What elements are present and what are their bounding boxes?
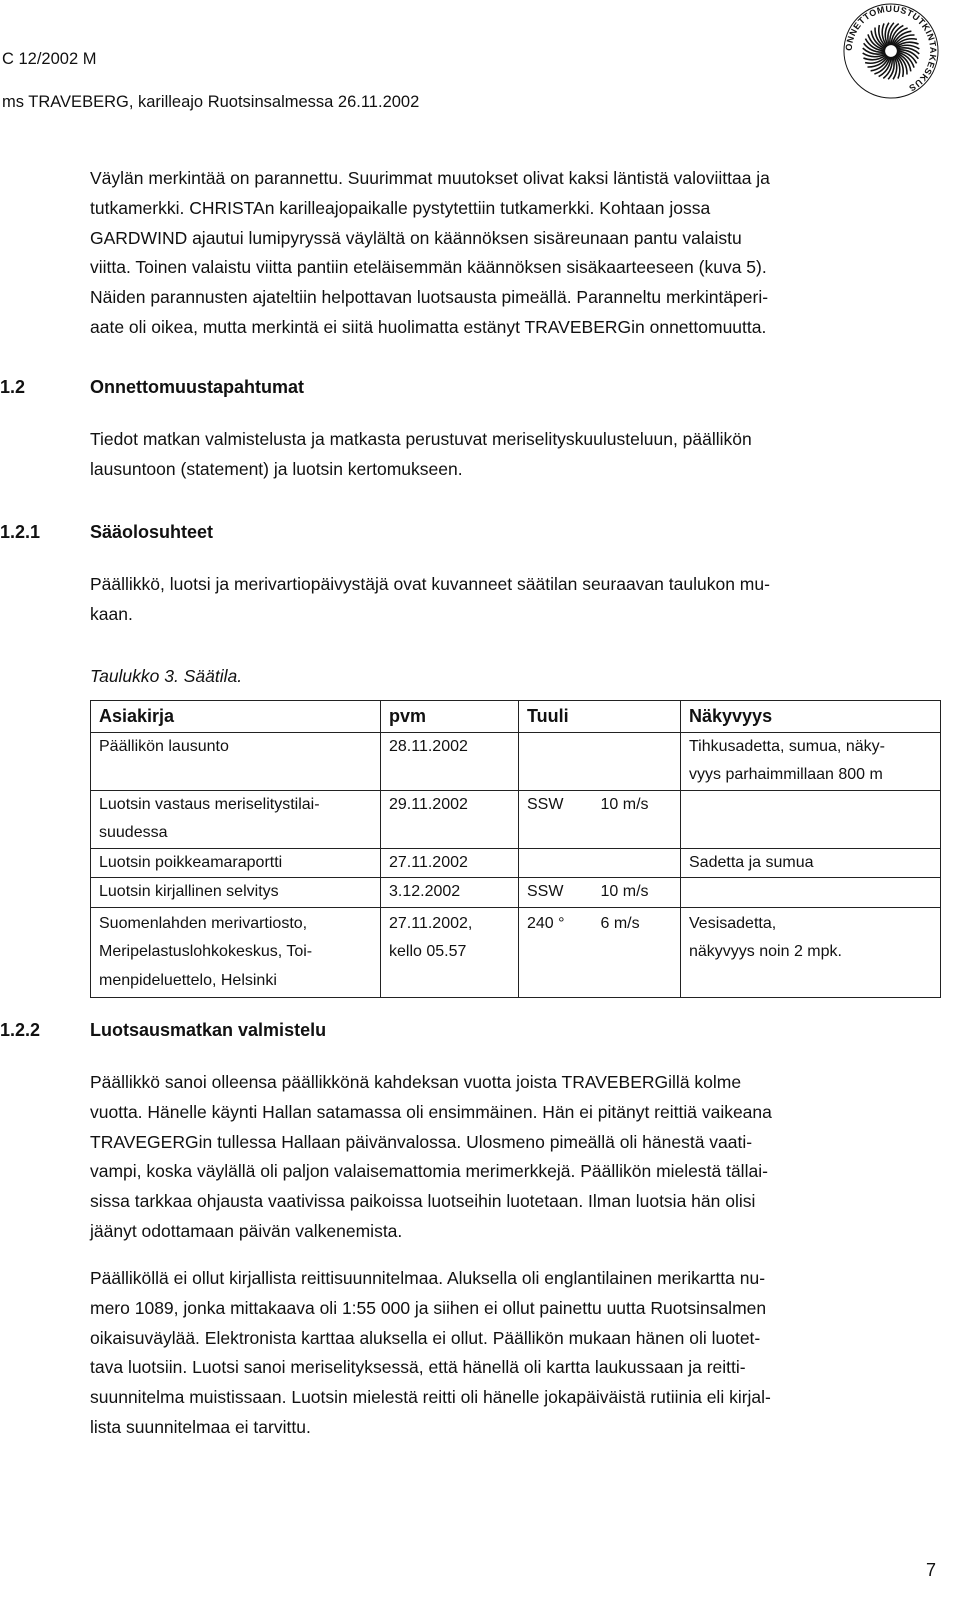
section-1-2-2-paragraph-2 [90, 1264, 936, 1443]
text-line: Päälliköllä ei ollut kirjallista reittisuunnitelmaa. Aluksella oli englantilainen merikartta nu- [90, 1268, 766, 1288]
text-line: vuotta. Hänelle käynti Hallan satamassa oli ensimmäinen. Hän ei pitänyt reittiä vaikeana [90, 1101, 772, 1122]
column-header: Asiakirja [91, 701, 381, 733]
cell-visibility: Vesisadetta, näkyvyys noin 2 mpk. [681, 907, 941, 998]
text-line: Päällikkö sanoi olleensa päällikkönä kahdeksan vuotta joista TRAVEBERGillä kolme [90, 1072, 742, 1092]
section-number: 1.2 [0, 377, 26, 397]
text-line: jäänyt odottamaan päivän valkenemista. [90, 1220, 403, 1241]
cell-document: Luotsin kirjallinen selvitys [91, 878, 381, 908]
page-number: 7 [926, 1560, 937, 1580]
text-line: kaan. [90, 603, 133, 624]
svg-text:ONNETTOMUUSTUTKINTAKESKUS: ONNETTOMUUSTUTKINTAKESKUS [843, 3, 939, 94]
cell-wind-speed: 10 m/s [593, 790, 681, 848]
text-line: Päällikkö, luotsi ja merivartiopäivystäjä ovat kuvanneet säätilan seuraavan taulukon mu- [90, 574, 770, 594]
cell-wind-direction: 240 ° [519, 907, 593, 998]
text-line: sissa tarkkaa ohjausta vaativissa paikoissa luotseihin luotetaan. Ilman luotsia hän olisi [90, 1191, 756, 1212]
text-line: Väylän merkintää on parannettu. Suurimmat muutokset olivat kaksi läntistä valoviittaa ja [90, 168, 770, 188]
section-1-2-2-heading [0, 1020, 327, 1041]
cell-date: 27.11.2002 [381, 848, 519, 878]
text-line: suunnitelma muistissaan. Luotsin mielestä reitti oli hänelle jokapäiväistä rutiinia eli kirjal- [90, 1387, 771, 1408]
cell-date: 28.11.2002 [381, 732, 519, 790]
table-row [91, 790, 941, 848]
section-title: Sääolosuhteet [90, 522, 214, 542]
cell-visibility [681, 790, 941, 848]
text-line: aate oli oikea, mutta merkintä ei siitä huolimatta estänyt TRAVEBERGin onnettomuutta. [90, 316, 767, 337]
section-1-2-1-heading [0, 522, 214, 543]
cell-document: Suomenlahden merivartiosto, Meripelastuslohkokeskus, Toi- menpideluettelo, Helsinki [91, 907, 381, 998]
column-header: Tuuli [519, 701, 681, 733]
text-line: viitta. Toinen valaistu viitta pantiin eteläisemmän käännöksen sisäkaarteeseen (kuva 5). [90, 257, 767, 278]
section-title: Luotsausmatkan valmistelu [90, 1020, 327, 1040]
table-header-row [91, 701, 941, 733]
section-1-2-heading [0, 377, 304, 398]
table-row [91, 907, 941, 998]
cell-visibility: Tihkusadetta, sumua, näky- vyys parhaimmillaan 800 m [681, 732, 941, 790]
cell-wind-speed: 10 m/s [593, 878, 681, 908]
table-row [91, 732, 941, 790]
text-line: mero 1089, jonka mittakaava oli 1:55 000 ja siihen ei ollut painettu uutta Ruotsinsalmen [90, 1297, 767, 1318]
text-line: GARDWIND ajautui lumipyryssä väylältä on käännöksen sisäreunaan pantu valaistu [90, 227, 742, 248]
onnettomuustutkintakeskus-logo [842, 2, 940, 100]
table-row [91, 878, 941, 908]
text-line: Tiedot matkan valmistelusta ja matkasta perustuvat meriselityskuulusteluun, päällikön [90, 429, 752, 449]
cell-wind-direction [519, 732, 593, 790]
cell-date: 29.11.2002 [381, 790, 519, 848]
cell-wind-direction [519, 848, 593, 878]
cell-visibility [681, 878, 941, 908]
text-line: lista suunnitelmaa ei tarvittu. [90, 1416, 311, 1437]
text-line: tutkamerkki. CHRISTAn karilleajopaikalle pystytettiin tutkamerkki. Kohtaan jossa [90, 197, 711, 218]
cell-wind-speed [593, 732, 681, 790]
text-line: vampi, koska väylällä oli paljon valaisemattomia merimerkkejä. Päällikön mielestä tällai- [90, 1161, 768, 1182]
table-caption: Taulukko 3. Säätila. [90, 666, 243, 686]
text-line: Näiden parannusten ajateltiin helpottavan luotsausta pimeällä. Paranneltu merkintäperi- [90, 287, 769, 308]
cell-date: 27.11.2002, kello 05.57 [381, 907, 519, 998]
cell-wind-direction: SSW [519, 790, 593, 848]
text-line: oikaisuväylää. Elektronista karttaa aluksella ei ollut. Päällikön mukaan hänen oli luotet- [90, 1327, 761, 1348]
document-title: ms TRAVEBERG, karilleajo Ruotsinsalmessa 26.11.2002 [2, 93, 420, 111]
weather-table [90, 700, 941, 998]
cell-wind-speed [593, 848, 681, 878]
cell-visibility: Sadetta ja sumua [681, 848, 941, 878]
intro-paragraph [90, 164, 936, 343]
cell-wind-direction: SSW [519, 878, 593, 908]
section-title: Onnettomuustapahtumat [90, 377, 304, 397]
cell-document: Luotsin vastaus meriselitystilai- suudessa [91, 790, 381, 848]
cell-date: 3.12.2002 [381, 878, 519, 908]
cell-document: Luotsin poikkeamaraportti [91, 848, 381, 878]
section-1-2-2-paragraph-1 [90, 1068, 936, 1247]
section-1-2-1-paragraph [90, 570, 936, 630]
column-header: pvm [381, 701, 519, 733]
column-header: Näkyvyys [681, 701, 941, 733]
section-1-2-paragraph [90, 425, 936, 485]
text-line: TRAVEGERGin tullessa Hallaan päivänvalossa. Ulosmeno pimeällä oli hänestä vaati- [90, 1131, 753, 1152]
document-id: C 12/2002 M [2, 50, 97, 68]
table-row [91, 848, 941, 878]
cell-document: Päällikön lausunto [91, 732, 381, 790]
cell-wind-speed: 6 m/s [593, 907, 681, 998]
section-number: 1.2.1 [0, 522, 41, 542]
text-line: tava luotsiin. Luotsi sanoi meriselityksessä, että hänellä oli kartta laukussaan ja reitti- [90, 1357, 746, 1378]
text-line: lausuntoon (statement) ja luotsin kertomukseen. [90, 458, 463, 479]
section-number: 1.2.2 [0, 1020, 41, 1040]
